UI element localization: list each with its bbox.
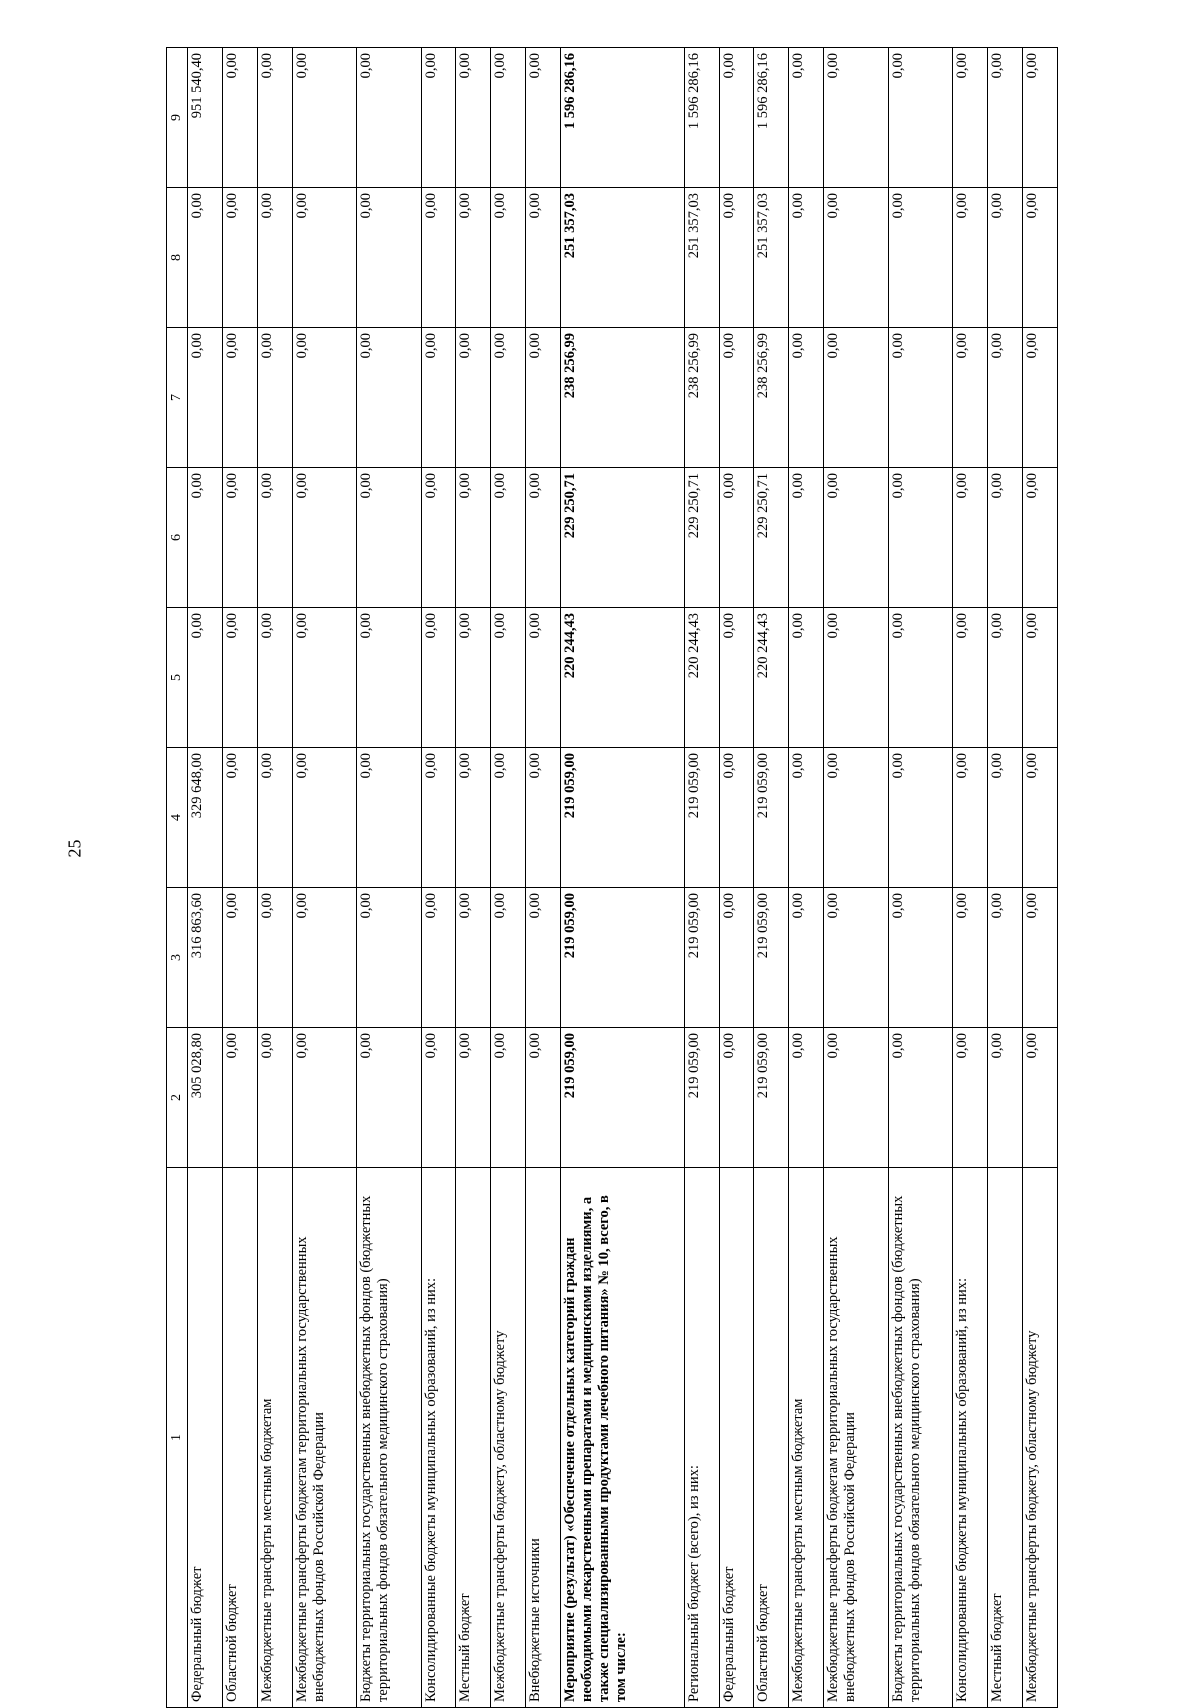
value-cell: 0,00 — [526, 608, 561, 748]
value-cell: 0,00 — [719, 1028, 754, 1168]
value-cell: 0,00 — [719, 48, 754, 188]
column-header: 2 — [167, 1028, 188, 1168]
value-cell: 1 596 286,16 — [684, 48, 719, 188]
value-cell: 0,00 — [988, 328, 1023, 468]
value-cell: 0,00 — [824, 748, 889, 888]
value-cell: 0,00 — [456, 328, 491, 468]
value-cell: 219 059,00 — [561, 748, 685, 888]
value-cell: 251 357,03 — [684, 188, 719, 328]
value-cell: 0,00 — [719, 328, 754, 468]
value-cell: 219 059,00 — [684, 1028, 719, 1168]
value-cell: 0,00 — [988, 608, 1023, 748]
row-label: Бюджеты территориальных государственных внебюджетных фондов (бюджетных территориальных фондов обязательного медицинского страхования) — [888, 1168, 953, 1708]
value-cell: 0,00 — [357, 188, 422, 328]
value-cell: 219 059,00 — [561, 888, 685, 1028]
value-cell: 0,00 — [456, 48, 491, 188]
table-row — [561, 48, 685, 1708]
value-cell: 0,00 — [456, 888, 491, 1028]
value-cell: 1 596 286,16 — [561, 48, 685, 188]
row-label: Внебюджетные источники — [526, 1168, 561, 1708]
row-label: Межбюджетные трансферты бюджету, областному бюджету — [491, 1168, 526, 1708]
value-cell: 1 596 286,16 — [754, 48, 789, 188]
table-row — [526, 48, 561, 1708]
value-cell: 316 863,60 — [188, 888, 223, 1028]
table-row — [684, 48, 719, 1708]
row-label: Межбюджетные трансферты местным бюджетам — [257, 1168, 292, 1708]
value-cell: 0,00 — [719, 608, 754, 748]
value-cell: 251 357,03 — [561, 188, 685, 328]
value-cell: 0,00 — [888, 1028, 953, 1168]
value-cell: 0,00 — [421, 188, 456, 328]
value-cell: 0,00 — [1022, 48, 1057, 188]
value-cell: 329 648,00 — [188, 748, 223, 888]
value-cell: 219 059,00 — [684, 748, 719, 888]
value-cell: 0,00 — [357, 1028, 422, 1168]
column-header: 3 — [167, 888, 188, 1028]
column-header: 8 — [167, 188, 188, 328]
value-cell: 0,00 — [824, 888, 889, 1028]
value-cell: 0,00 — [188, 328, 223, 468]
value-cell: 229 250,71 — [684, 468, 719, 608]
value-cell: 0,00 — [257, 1028, 292, 1168]
value-cell: 0,00 — [888, 48, 953, 188]
value-cell: 0,00 — [1022, 188, 1057, 328]
value-cell: 951 540,40 — [188, 48, 223, 188]
value-cell: 0,00 — [222, 468, 257, 608]
value-cell: 220 244,43 — [754, 608, 789, 748]
value-cell: 238 256,99 — [684, 328, 719, 468]
value-cell: 0,00 — [988, 1028, 1023, 1168]
row-label: Межбюджетные трансферты бюджетам территориальных государственных внебюджетных фондов Российской Федерации — [824, 1168, 889, 1708]
value-cell: 0,00 — [526, 48, 561, 188]
column-header: 9 — [167, 48, 188, 188]
value-cell: 0,00 — [719, 468, 754, 608]
value-cell: 219 059,00 — [754, 888, 789, 1028]
table-body — [188, 48, 1058, 1708]
value-cell: 0,00 — [292, 188, 357, 328]
row-label: Федеральный бюджет — [188, 1168, 223, 1708]
value-cell: 0,00 — [222, 888, 257, 1028]
column-header: 5 — [167, 608, 188, 748]
budget-table-container — [166, 48, 1058, 1708]
row-label: Консолидированные бюджеты муниципальных образований, из них: — [421, 1168, 456, 1708]
value-cell: 0,00 — [292, 888, 357, 1028]
value-cell: 0,00 — [222, 748, 257, 888]
value-cell: 0,00 — [824, 328, 889, 468]
value-cell: 0,00 — [456, 608, 491, 748]
value-cell: 0,00 — [456, 1028, 491, 1168]
value-cell: 0,00 — [357, 468, 422, 608]
row-label: Федеральный бюджет — [719, 1168, 754, 1708]
row-label: Межбюджетные трансферты бюджету, областному бюджету — [1022, 1168, 1057, 1708]
value-cell: 0,00 — [719, 888, 754, 1028]
table-row — [188, 48, 223, 1708]
value-cell: 0,00 — [292, 1028, 357, 1168]
value-cell: 0,00 — [953, 888, 988, 1028]
value-cell: 0,00 — [421, 888, 456, 1028]
value-cell: 0,00 — [789, 888, 824, 1028]
value-cell: 0,00 — [526, 1028, 561, 1168]
row-label: Областной бюджет — [754, 1168, 789, 1708]
value-cell: 0,00 — [824, 188, 889, 328]
value-cell: 0,00 — [789, 748, 824, 888]
value-cell: 0,00 — [456, 468, 491, 608]
value-cell: 0,00 — [292, 748, 357, 888]
value-cell: 0,00 — [292, 468, 357, 608]
value-cell: 0,00 — [719, 188, 754, 328]
row-label: Областной бюджет — [222, 1168, 257, 1708]
value-cell: 0,00 — [824, 1028, 889, 1168]
budget-table — [166, 47, 1058, 1708]
table-row — [222, 48, 257, 1708]
row-label: Региональный бюджет (всего), из них: — [684, 1168, 719, 1708]
value-cell: 219 059,00 — [754, 748, 789, 888]
value-cell: 0,00 — [824, 48, 889, 188]
value-cell: 229 250,71 — [561, 468, 685, 608]
table-row — [1022, 48, 1057, 1708]
value-cell: 0,00 — [526, 748, 561, 888]
table-row — [257, 48, 292, 1708]
value-cell: 0,00 — [1022, 328, 1057, 468]
value-cell: 0,00 — [421, 748, 456, 888]
value-cell: 0,00 — [526, 468, 561, 608]
value-cell: 0,00 — [491, 328, 526, 468]
value-cell: 0,00 — [357, 888, 422, 1028]
value-cell: 0,00 — [292, 608, 357, 748]
table-row — [953, 48, 988, 1708]
value-cell: 0,00 — [491, 608, 526, 748]
value-cell: 0,00 — [456, 748, 491, 888]
value-cell: 0,00 — [888, 328, 953, 468]
value-cell: 0,00 — [357, 48, 422, 188]
table-row — [824, 48, 889, 1708]
column-header: 1 — [167, 1168, 188, 1708]
row-label: Мероприятие (результат) «Обеспечение отдельных категорий граждан необходимыми лекарственными препаратами и медицинскими изделиями, а также специализированными продуктами лечебного питания» № 10, всего, в том числе: — [561, 1168, 685, 1708]
value-cell: 0,00 — [421, 468, 456, 608]
value-cell: 0,00 — [789, 468, 824, 608]
value-cell: 0,00 — [292, 48, 357, 188]
value-cell: 0,00 — [357, 328, 422, 468]
value-cell: 0,00 — [222, 1028, 257, 1168]
value-cell: 0,00 — [257, 48, 292, 188]
value-cell: 238 256,99 — [561, 328, 685, 468]
column-header: 7 — [167, 328, 188, 468]
value-cell: 0,00 — [188, 608, 223, 748]
value-cell: 0,00 — [888, 888, 953, 1028]
table-row — [988, 48, 1023, 1708]
table-row — [421, 48, 456, 1708]
value-cell: 0,00 — [824, 468, 889, 608]
value-cell: 0,00 — [953, 188, 988, 328]
value-cell: 0,00 — [988, 748, 1023, 888]
value-cell: 0,00 — [953, 48, 988, 188]
value-cell: 0,00 — [953, 1028, 988, 1168]
value-cell: 220 244,43 — [561, 608, 685, 748]
row-label: Консолидированные бюджеты муниципальных образований, из них: — [953, 1168, 988, 1708]
table-row — [456, 48, 491, 1708]
value-cell: 0,00 — [257, 608, 292, 748]
value-cell: 0,00 — [491, 1028, 526, 1168]
row-label: Межбюджетные трансферты бюджетам территориальных государственных внебюджетных фондов Российской Федерации — [292, 1168, 357, 1708]
value-cell: 305 028,80 — [188, 1028, 223, 1168]
value-cell: 0,00 — [888, 188, 953, 328]
value-cell: 0,00 — [888, 608, 953, 748]
value-cell: 0,00 — [1022, 608, 1057, 748]
value-cell: 0,00 — [1022, 468, 1057, 608]
value-cell: 0,00 — [257, 888, 292, 1028]
value-cell: 0,00 — [222, 188, 257, 328]
table-row — [357, 48, 422, 1708]
value-cell: 0,00 — [257, 328, 292, 468]
value-cell: 0,00 — [421, 48, 456, 188]
value-cell: 0,00 — [789, 188, 824, 328]
table-row — [754, 48, 789, 1708]
value-cell: 0,00 — [1022, 748, 1057, 888]
value-cell: 0,00 — [257, 468, 292, 608]
value-cell: 0,00 — [789, 608, 824, 748]
value-cell: 0,00 — [953, 468, 988, 608]
row-label: Бюджеты территориальных государственных внебюджетных фондов (бюджетных территориальных фондов обязательного медицинского страхования) — [357, 1168, 422, 1708]
value-cell: 0,00 — [526, 888, 561, 1028]
table-row — [789, 48, 824, 1708]
value-cell: 0,00 — [526, 188, 561, 328]
value-cell: 0,00 — [292, 328, 357, 468]
value-cell: 0,00 — [789, 1028, 824, 1168]
value-cell: 0,00 — [456, 188, 491, 328]
value-cell: 0,00 — [824, 608, 889, 748]
value-cell: 0,00 — [491, 748, 526, 888]
value-cell: 0,00 — [491, 888, 526, 1028]
value-cell: 0,00 — [357, 748, 422, 888]
value-cell: 238 256,99 — [754, 328, 789, 468]
page-number: 25 — [64, 839, 85, 858]
value-cell: 0,00 — [888, 748, 953, 888]
value-cell: 0,00 — [222, 48, 257, 188]
value-cell: 0,00 — [421, 1028, 456, 1168]
column-number-row — [167, 48, 188, 1708]
value-cell: 0,00 — [357, 608, 422, 748]
value-cell: 219 059,00 — [561, 1028, 685, 1168]
value-cell: 0,00 — [491, 188, 526, 328]
value-cell: 0,00 — [491, 468, 526, 608]
row-label: Местный бюджет — [456, 1168, 491, 1708]
value-cell: 0,00 — [188, 468, 223, 608]
column-header: 6 — [167, 468, 188, 608]
value-cell: 0,00 — [953, 608, 988, 748]
value-cell: 0,00 — [257, 748, 292, 888]
value-cell: 0,00 — [526, 328, 561, 468]
value-cell: 0,00 — [953, 328, 988, 468]
value-cell: 0,00 — [491, 48, 526, 188]
value-cell: 0,00 — [988, 188, 1023, 328]
value-cell: 0,00 — [1022, 888, 1057, 1028]
value-cell: 0,00 — [257, 188, 292, 328]
column-header: 4 — [167, 748, 188, 888]
value-cell: 229 250,71 — [754, 468, 789, 608]
value-cell: 0,00 — [888, 468, 953, 608]
table-row — [888, 48, 953, 1708]
value-cell: 0,00 — [953, 748, 988, 888]
value-cell: 0,00 — [421, 608, 456, 748]
table-row — [719, 48, 754, 1708]
value-cell: 0,00 — [222, 608, 257, 748]
table-row — [292, 48, 357, 1708]
value-cell: 0,00 — [188, 188, 223, 328]
value-cell: 251 357,03 — [754, 188, 789, 328]
row-label: Межбюджетные трансферты местным бюджетам — [789, 1168, 824, 1708]
value-cell: 0,00 — [988, 48, 1023, 188]
value-cell: 0,00 — [988, 888, 1023, 1028]
value-cell: 0,00 — [988, 468, 1023, 608]
value-cell: 0,00 — [789, 48, 824, 188]
value-cell: 220 244,43 — [684, 608, 719, 748]
value-cell: 0,00 — [421, 328, 456, 468]
value-cell: 0,00 — [789, 328, 824, 468]
table-row — [491, 48, 526, 1708]
value-cell: 0,00 — [719, 748, 754, 888]
row-label: Местный бюджет — [988, 1168, 1023, 1708]
value-cell: 219 059,00 — [684, 888, 719, 1028]
value-cell: 0,00 — [222, 328, 257, 468]
value-cell: 0,00 — [1022, 1028, 1057, 1168]
value-cell: 219 059,00 — [754, 1028, 789, 1168]
